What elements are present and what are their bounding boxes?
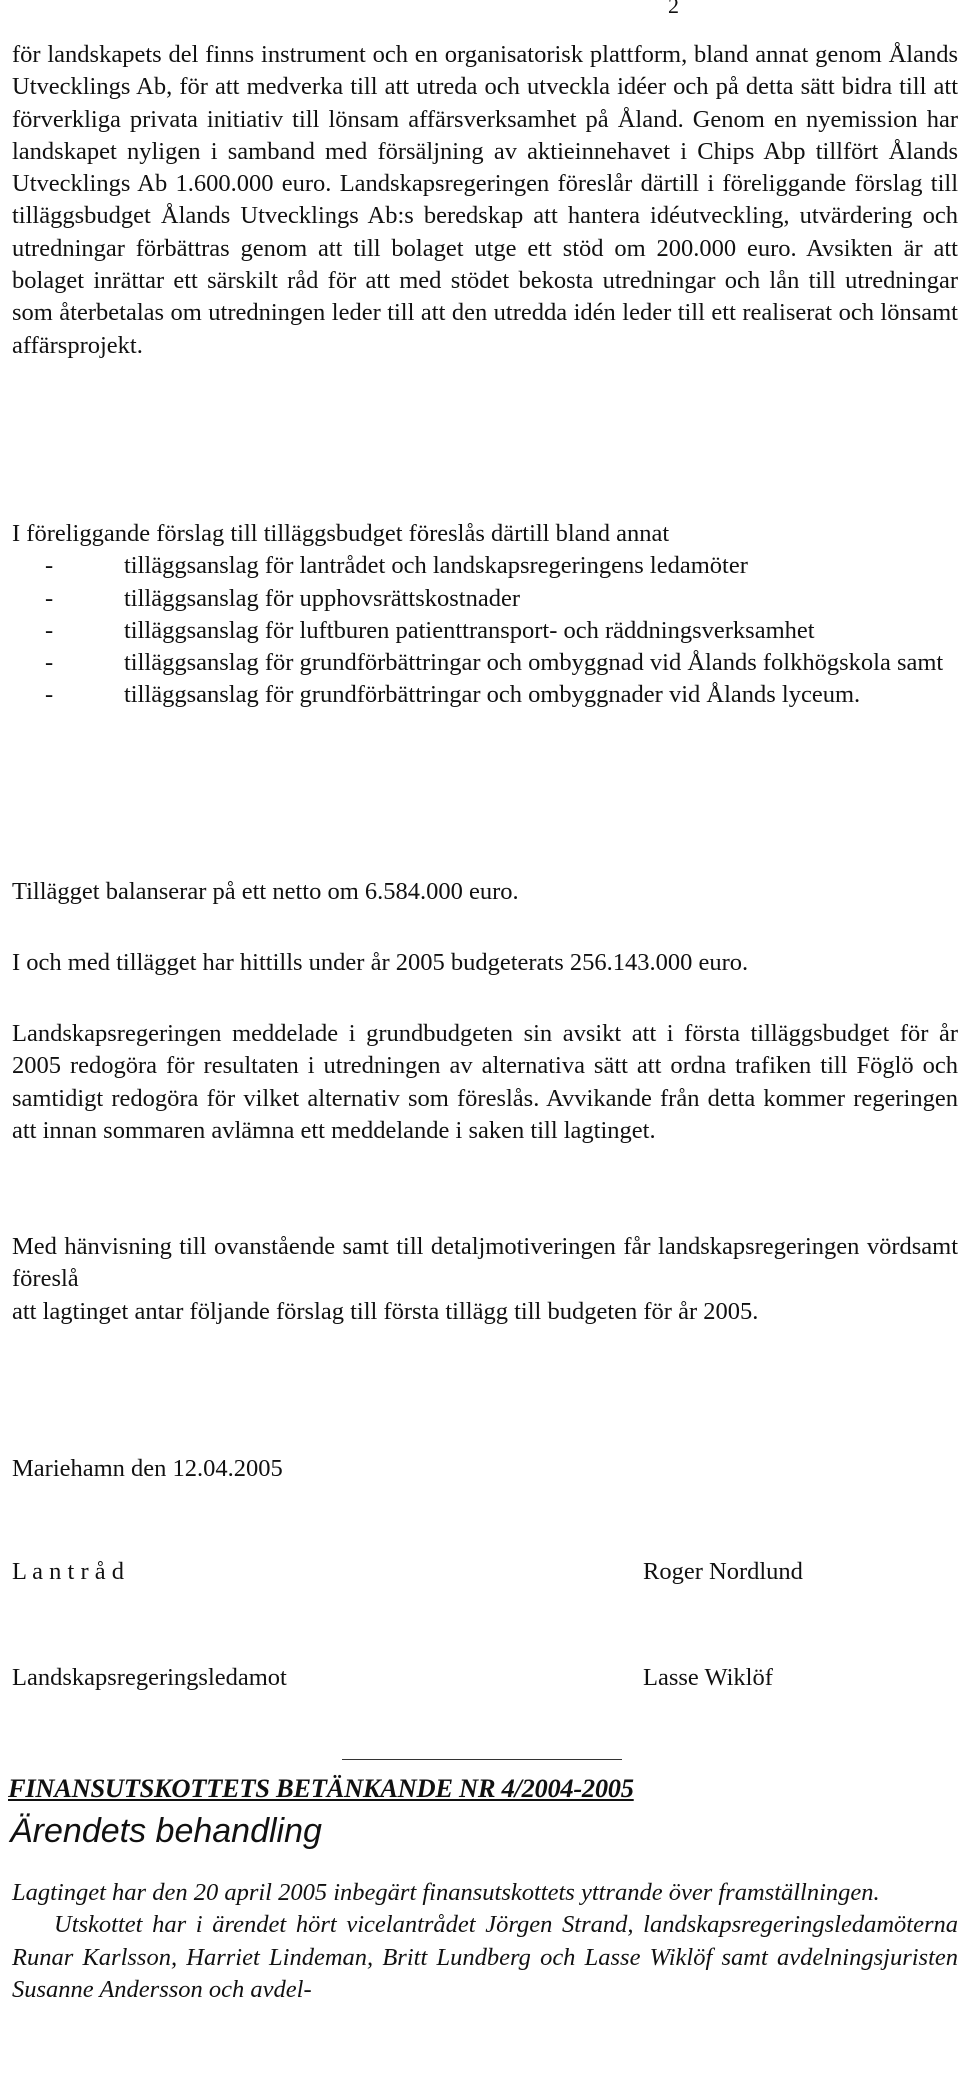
committee-paragraph-2: Utskottet har i ärendet hört vicelantrådet Jörgen Strand, landskapsregeringsledamöterna Runar Karlsson, Harriet Lindeman, Britt Lundberg och Lasse Wiklöf samt avdelningsjuristen Susanne Andersson och avdel-	[12, 1911, 958, 2003]
total-section	[12, 947, 958, 979]
motion-paragraph: att lagtinget antar följande förslag till första tillägg till budgeten för år 2005.	[12, 1297, 759, 1325]
traffic-section	[12, 1018, 958, 1147]
list-item-text: tilläggsanslag för luftburen patienttransport- och räddningsverksamhet	[124, 616, 815, 644]
traffic-paragraph: Landskapsregeringen meddelade i grundbudgeten sin avsikt att i första tilläggsbudget för år 2005 redogöra för resultaten i utredningen av alternativa sätt att ordna trafiken till Föglö och samtidigt redogöra för vilket alternativ som föreslås. Avvikande från detta kommer regeringen att innan sommaren avlämna ett meddelande i saken till lagtinget.	[12, 1020, 958, 1144]
list-item	[12, 679, 958, 711]
list-dash: -	[45, 649, 54, 677]
place-date-section	[12, 1453, 958, 1485]
proposal-list	[12, 550, 958, 711]
signature-title: L a n t r å d	[12, 1558, 125, 1585]
committee-heading: FINANSUTSKOTTETS BETÄNKANDE NR 4/2004-2005	[8, 1773, 634, 1803]
proposal-section	[12, 518, 958, 712]
place-date: Mariehamn den 12.04.2005	[12, 1455, 283, 1482]
signature-name: Roger Nordlund	[643, 1558, 803, 1585]
signature-title: Landskapsregeringsledamot	[12, 1664, 287, 1691]
committee-paragraph-1: Lagtinget har den 20 april 2005 inbegärt finansutskottets yttrande över framställningen.	[12, 1879, 880, 1906]
list-item-text: tilläggsanslag för lantrådet och landskapsregeringens ledamöter	[124, 552, 748, 580]
committee-section	[12, 1877, 958, 2006]
proposal-intro: I föreliggande förslag till tilläggsbudget föreslås därtill bland annat	[12, 520, 670, 547]
intro-section	[12, 39, 958, 362]
total-paragraph: I och med tillägget har hittills under år 2005 budgeterats 256.143.000 euro.	[12, 949, 749, 976]
reference-section	[12, 1231, 958, 1328]
list-dash: -	[45, 584, 54, 612]
page-number: 2	[668, 0, 679, 18]
list-item	[12, 647, 958, 679]
intro-paragraph: för landskapets del finns instrument och en organisatorisk plattform, bland annat genom Ålands Utvecklings Ab, för att medverka till att utreda och utveckla idéer och på detta sätt bidra till att förverkliga privata initiativ till lönsam affärsverksamhet på Åland. Genom en nyemission har landskapet nyligen i samband med försäljning av aktieinnehavet i Chips Abp tillfört Ålands Utvecklings Ab 1.600.000 euro. Landskapsregeringen föreslår därtill i föreliggande förslag till tilläggsbudget Ålands Utvecklings Ab:s beredskap att hantera idéutveckling, utvärdering och utredningar förbättras genom att till bolaget utge ett stöd om 200.000 euro. Avsikten är att bolaget inrättar ett särskilt råd för att med stödet bekosta utredningar och lån till utredningar som återbetalas om utredningen leder till att den utredda idén leder till ett realiserat och lönsamt affärsprojekt.	[12, 41, 958, 359]
list-item	[12, 550, 958, 582]
reference-paragraph: Med hänvisning till ovanstående samt till detaljmotiveringen får landskapsregeringen vördsamt föreslå	[12, 1233, 958, 1293]
list-dash: -	[45, 681, 54, 709]
list-item-text: tilläggsanslag för grundförbättringar och ombyggnad vid Ålands folkhögskola samt	[124, 649, 944, 677]
list-item	[12, 583, 958, 615]
list-item	[12, 615, 958, 647]
divider-line	[342, 1759, 622, 1760]
signature-name: Lasse Wiklöf	[643, 1664, 773, 1691]
list-dash: -	[45, 616, 54, 644]
list-item-text: tilläggsanslag för grundförbättringar och ombyggnader vid Ålands lyceum.	[124, 681, 861, 709]
section-heading: Ärendets behandling	[10, 1812, 322, 1850]
balance-section	[12, 876, 958, 908]
balance-paragraph: Tillägget balanserar på ett netto om 6.584.000 euro.	[12, 878, 519, 905]
list-dash: -	[45, 552, 54, 580]
list-item-text: tilläggsanslag för upphovsrättskostnader	[124, 584, 521, 612]
